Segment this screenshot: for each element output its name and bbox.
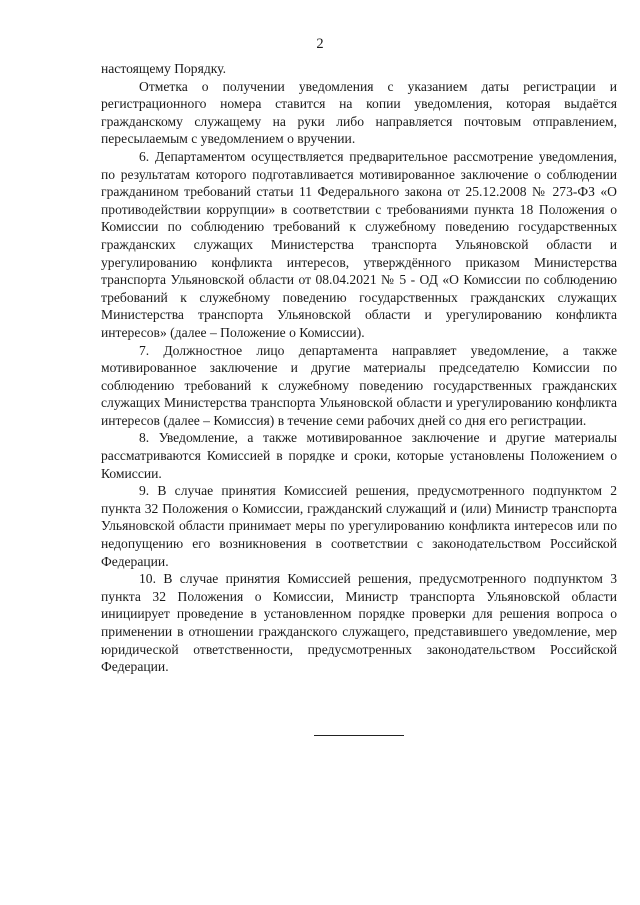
paragraph-item-6: 6. Департаментом осуществляется предварительное рассмотрение уведомления, по результатам которого подготавливается мотивированное заключение о соблюдении гражданином требований статьи 11 Федерального закона от 25.12.2008 № 273-ФЗ «О противодействии коррупции» в соответствии с требованиями пункта 18 Положения о Комиссии по соблюдению требований к служебному поведению государственных гражданских служащих Министерства транспорта Ульяновской области и урегулированию конфликта интересов, утверждённого приказом Министерства транспорта Ульяновской области от 08.04.2021 № 5 - ОД «О Комиссии по соблюдению требований к служебному поведению государственных гражданских служащих Министерства транспорта Ульяновской области и урегулированию конфликта интересов» (далее – Положение о Комиссии).: [101, 148, 617, 340]
paragraph-item-8: 8. Уведомление, а также мотивированное заключение и другие материалы рассматриваются Комиссией в порядке и сроки, которые установлены Положением о Комиссии.: [101, 430, 617, 481]
paragraph-registration-mark: Отметка о получении уведомления с указанием даты регистрации и регистрационного номера ставится на копии уведомления, которая выдаётся гражданскому служащему на руки либо направляется почтовым отправлением, пересылаемым с уведомлением о вручении.: [101, 78, 617, 147]
paragraph-item-10: 10. В случае принятия Комиссией решения, предусмотренного подпунктом 3 пункта 32 Положения о Комиссии, Министр транспорта Ульяновской области инициирует проведение в установленном порядке проверки для решения вопроса о применении в отношении гражданского служащего, представившего уведомление, мер юридической ответственности, предусмотренных законодательством Российской Федерации.: [101, 571, 617, 675]
document-body: [101, 60, 617, 676]
paragraph-item-9: 9. В случае принятия Комиссией решения, предусмотренного подпунктом 2 пункта 32 Положения о Комиссии, гражданский служащий и (или) Министр транспорта Ульяновской области принимает меры по урегулированию конфликта интересов или по недопущению его возникновения в соответствии с законодательством Российской Федерации.: [101, 483, 617, 569]
page-number: 2: [316, 36, 324, 52]
paragraph-item-7: 7. Должностное лицо департамента направляет уведомление, а также мотивированное заключение и другие материалы председателю Комиссии по соблюдению требований к служебному поведению государственных гражданских служащих Министерства транспорта Ульяновской области и урегулированию конфликта интересов (далее – Комиссия) в течение семи рабочих дней со дня его регистрации.: [101, 342, 617, 428]
end-divider-line: [314, 735, 404, 736]
paragraph-continuation: настоящему Порядку.: [101, 61, 227, 76]
